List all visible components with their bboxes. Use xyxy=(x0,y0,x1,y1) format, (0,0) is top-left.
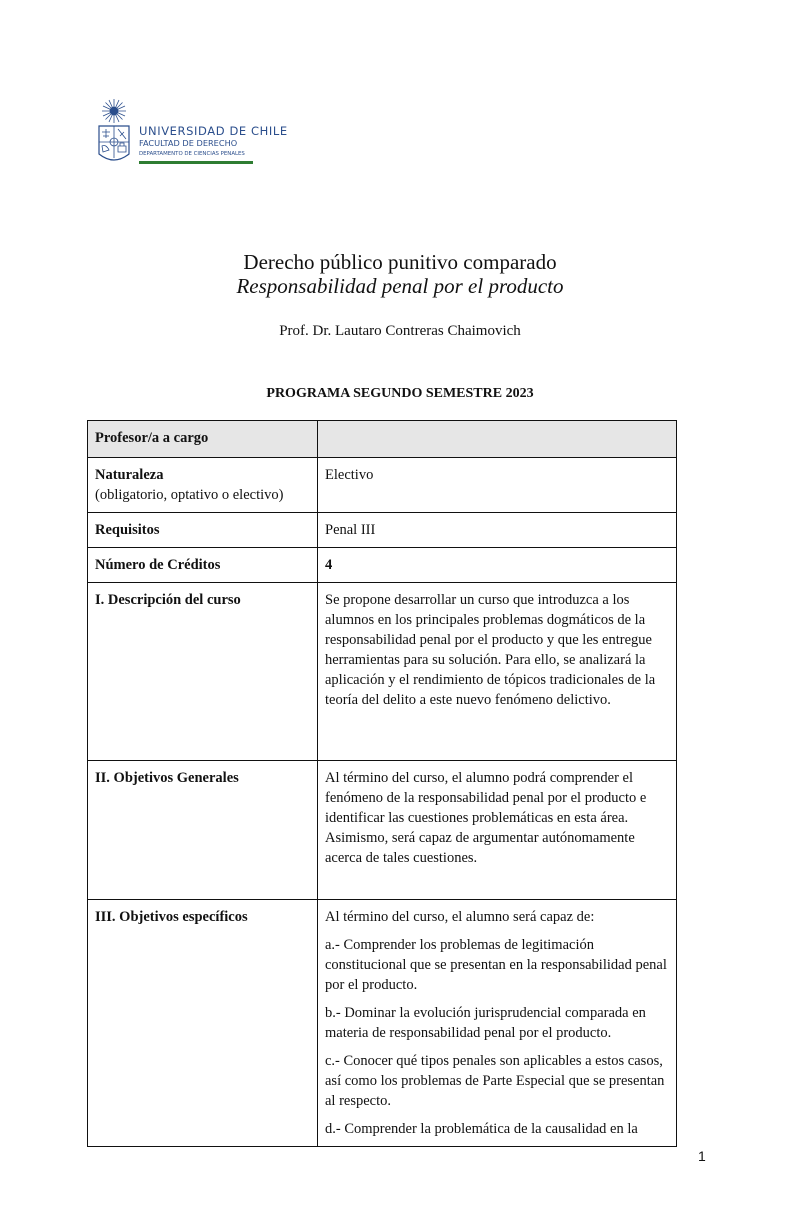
row-value: Electivo xyxy=(318,458,677,513)
objective-item: d.- Comprender la problemática de la causalidad en la xyxy=(325,1121,638,1137)
row-label: Requisitos xyxy=(88,513,318,548)
university-logo xyxy=(97,98,287,168)
program-heading: PROGRAMA SEGUNDO SEMESTRE 2023 xyxy=(266,386,534,401)
department-name: DEPARTAMENTO DE CIENCIAS PENALES xyxy=(139,151,245,157)
row-value: Penal III xyxy=(318,513,677,548)
program-table xyxy=(87,420,677,1147)
table-row xyxy=(88,583,677,761)
faculty-name: FACULTAD DE DERECHO xyxy=(139,138,238,148)
row-label: Número de Créditos xyxy=(88,548,318,583)
row-label: Profesor/a a cargo xyxy=(88,421,318,458)
objective-item: c.- Conocer qué tipos penales son aplicables a estos casos, así como los problemas de Parte Especial que se presentan al respecto. xyxy=(325,1053,665,1109)
table-row xyxy=(88,548,677,583)
objective-item: a.- Comprender los problemas de legitimación constitucional que se presentan en la responsabilidad penal por el producto. xyxy=(325,937,667,993)
objective-intro: Al término del curso, el alumno será capaz de: xyxy=(325,909,595,925)
row-label-text: Naturaleza xyxy=(95,467,164,483)
university-name: UNIVERSIDAD DE CHILE xyxy=(139,124,288,138)
document-subtitle: Responsabilidad penal por el producto xyxy=(236,274,564,298)
row-label xyxy=(88,458,318,513)
objective-item: b.- Dominar la evolución jurisprudencial comparada en materia de responsabilidad penal por el producto. xyxy=(325,1005,646,1041)
row-sublabel: (obligatorio, optativo o electivo) xyxy=(95,487,284,503)
row-value xyxy=(318,900,677,1147)
row-value: Se propone desarrollar un curso que introduzca a los alumnos en los principales problemas dogmáticos de la responsabilidad penal por el producto y que les entregue herramientas para su solución. Para ello, se analizará la aplicación y el rendimiento de tópicos tradicionales de la teoría del delito a este nuevo fenómeno delictivo. xyxy=(318,583,677,761)
row-value: Al término del curso, el alumno podrá comprender el fenómeno de la responsabilidad penal por el producto e identificar las cuestiones problemáticas en esta área. Asimismo, será capaz de argumentar autónomamente acerca de tales cuestiones. xyxy=(318,761,677,900)
page-number: 1 xyxy=(698,1148,706,1164)
logo-underline xyxy=(139,161,253,164)
table-row xyxy=(88,421,677,458)
coat-of-arms-icon xyxy=(97,98,131,166)
table-row xyxy=(88,900,677,1147)
professor-name: Prof. Dr. Lautaro Contreras Chaimovich xyxy=(279,323,521,339)
row-label: III. Objetivos específicos xyxy=(88,900,318,1147)
table-row xyxy=(88,761,677,900)
table-row xyxy=(88,458,677,513)
document-title: Derecho público punitivo comparado xyxy=(243,250,557,274)
row-label: II. Objetivos Generales xyxy=(88,761,318,900)
row-value xyxy=(318,421,677,458)
table-row xyxy=(88,513,677,548)
row-label: I. Descripción del curso xyxy=(88,583,318,761)
row-value: 4 xyxy=(318,548,677,583)
